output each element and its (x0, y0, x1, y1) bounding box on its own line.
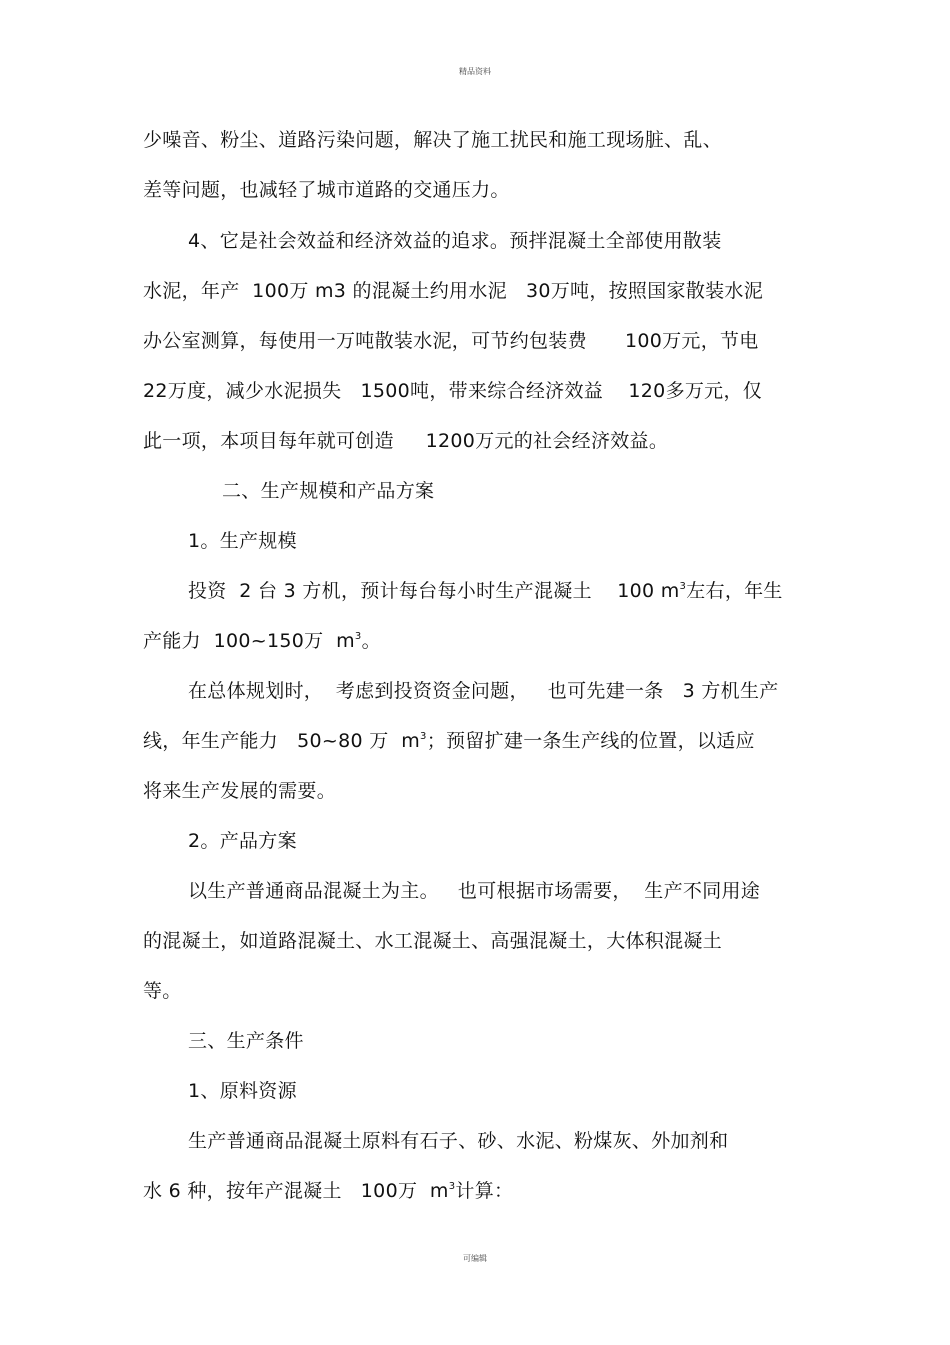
text-line: 以生产普通商品混凝土为主。 也可根据市场需要， 生产不同用途 (188, 880, 761, 902)
text-line: 产能力 100~150万 $m^3$。 (143, 630, 381, 652)
page-footer: 可编辑 (463, 1254, 487, 1263)
page-header: 精品资料 (459, 67, 491, 76)
text-line: 在总体规划时， 考虑到投资资金问题， 也可先建一条 3 方机生产 (188, 680, 779, 702)
text-line: 少噪音、粉尘、道路污染问题，解决了施工扰民和施工现场脏、乱、 (143, 129, 723, 151)
text-line: 生产普通商品混凝土原料有石子、砂、水泥、粉煤灰、外加剂和 (188, 1130, 729, 1152)
subheading-raw-materials: 1、原料资源 (188, 1080, 297, 1102)
section-heading-2: 二、生产规模和产品方案 (222, 480, 435, 502)
subheading-production-scale: 1。生产规模 (188, 530, 297, 552)
text-line: 差等问题，也减轻了城市道路的交通压力。 (143, 179, 510, 201)
text-line: 将来生产发展的需要。 (143, 780, 337, 802)
text-line: 办公室测算，每使用一万吨散装水泥，可节约包装费 100万元，节电 (143, 330, 759, 352)
subheading-product-plan: 2。产品方案 (188, 830, 297, 852)
text-line: 22万度，减少水泥损失 1500吨，带来综合经济效益 120多万元，仅 (143, 380, 763, 402)
text-line: 投资 2 台 3 方机，预计每台每小时生产混凝土 100 $m^3$左右，年生 (188, 580, 783, 602)
text-line: 水泥，年产 100万 m3 的混凝土约用水泥 30万吨，按照国家散装水泥 (143, 280, 764, 302)
text-line: 此一项，本项目每年就可创造 1200万元的社会经济效益。 (143, 430, 669, 452)
paragraph-item-4: 4、它是社会效益和经济效益的追求。预拌混凝土全部使用散装 (188, 230, 722, 252)
text-line: 线，年生产能力 50~80 万 $m^3$；预留扩建一条生产线的位置，以适应 (143, 730, 755, 752)
text-line: 等。 (143, 980, 182, 1002)
text-line: 的混凝土，如道路混凝土、水工混凝土、高强混凝土，大体积混凝土 (143, 930, 723, 952)
section-heading-3: 三、生产条件 (188, 1030, 304, 1052)
text-line: 水 6 种，按年产混凝土 100万 $m^3$计算： (143, 1180, 514, 1202)
